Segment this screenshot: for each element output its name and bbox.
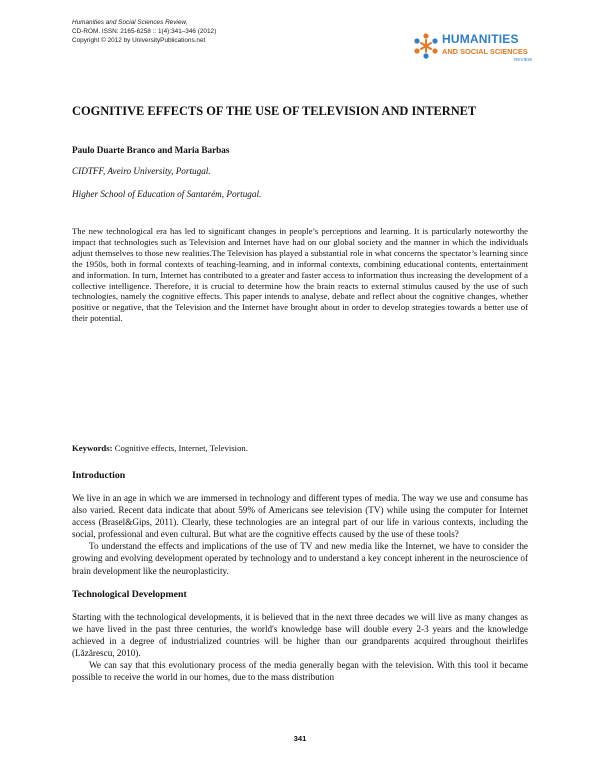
- journal-copyright: Copyright © 2012 by UniversityPublications.net: [72, 37, 206, 44]
- affiliation-1: CIDTFF, Aveiro University, Portugal.: [72, 166, 211, 176]
- intro-paragraph-1: We live in an age in which we are immersed in technology and different types of media. The way we use and consume has also varied. Recent data indicate that about 59% of Americans see television (TV) while using the computer for Internet access (Brasel&Gips, 2011). Clearly, these technologies are an integral part of our life in various contexts, including the social, professional and even cultural. But what are the cognitive effects caused by the use of these tools?: [72, 493, 528, 540]
- section-heading-introduction: Introduction: [72, 470, 126, 481]
- journal-name: Humanities and Social Sciences Review,: [72, 19, 188, 26]
- journal-issn: CD-ROM. ISSN: 2165-6258 :: 1(4):341–346 (2012): [72, 28, 217, 35]
- tech-paragraph-1: Starting with the technological developments, it is believed that in the next three decades we will live as many changes as we have lived in the past three centuries, the world's knowledge base will double every 2-3 years and the knowledge achieved in a degree of industrialized countries will be higher than our grandparents acquired throughout theirlifes (Lăzărescu, 2010).: [72, 612, 528, 659]
- section-technological-development: [72, 611, 528, 684]
- logo-text-humanities: HUMANITIES: [442, 32, 519, 46]
- paper-authors: Paulo Duarte Branco and Maria Barbas: [72, 145, 230, 155]
- journal-logo: [412, 26, 532, 70]
- section-heading-technological-development: Technological Development: [72, 589, 187, 600]
- keywords: [72, 443, 248, 453]
- tech-paragraph-2: We can say that this evolutionary process of the media generally began with the television. With this tool it became possible to receive the world in our homes, due to the mass distribution: [72, 660, 528, 683]
- paper-title: COGNITIVE EFFECTS OF THE USE OF TELEVISION AND INTERNET: [72, 104, 477, 118]
- affiliation-2: Higher School of Education of Santarém, Portugal.: [72, 189, 262, 199]
- journal-header: [72, 18, 216, 45]
- logo-text-review: REVIEW: [514, 57, 533, 62]
- keywords-label: Keywords:: [72, 443, 113, 453]
- section-introduction: [72, 492, 528, 577]
- people-logo-icon: [412, 32, 440, 60]
- keywords-list: Cognitive effects, Internet, Television.: [112, 443, 248, 453]
- page-number: 341: [293, 734, 307, 743]
- logo-text-social-sciences: AND SOCIAL SCIENCES: [442, 47, 528, 56]
- intro-paragraph-2: To understand the effects and implications of the use of TV and new media like the Internet, we have to consider the growing and evolving development operated by technology and to understand a key concept inherent in the neuroscience of brain development like the neuroplasticity.: [72, 541, 528, 576]
- abstract-text: The new technological era has led to significant changes in people’s perceptions and learning. It is particularly noteworthy the impact that technologies such as Television and Internet have had on our global society and the manner in which the individuals adjust themselves to those new realities.The Television has played a substantial role in what concerns the spectator’s learning since the 1950s, both in formal contexts of teaching-learning, and in informal contexts, combining educational contents, entertainment and information. In turn, Internet has contributed to a greater and faster access to information thus increasing the development of a collective intelligence. Therefore, it is crucial to determine how the brain reacts to external stimulus caused by the use of such technologies, namely the cognitive effects. This paper intends to analyse, debate and reflect about the cognitive changes, whether positive or negative, that the Television and the Internet have brought about in order to develop strategies towards a better use of their potential.: [72, 226, 528, 324]
